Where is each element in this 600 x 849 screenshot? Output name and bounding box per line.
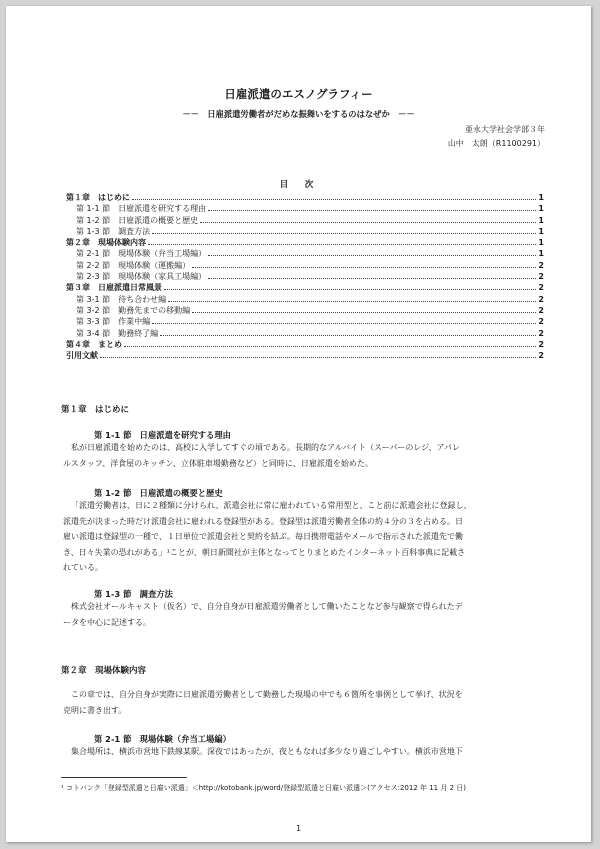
author-affiliation: 亜永大学社会学部３年 xyxy=(465,125,545,134)
toc-entry[interactable]: 第 1-2 節 日雇派遣の概要と歴史 1 xyxy=(76,215,544,225)
toc-entry[interactable]: 第 2-3 節 現場体験（家具工場編） 2 xyxy=(76,272,544,282)
toc-entry[interactable]: 第 3-4 節 勤務終了編 2 xyxy=(76,328,544,338)
section-2-1-paragraph: 集合場所は、横浜市営地下鉄線某駅。深夜ではあったが、夜ともなれば多少なり過ごしやすい。横浜市営地下 xyxy=(71,747,463,756)
document-page xyxy=(6,6,591,842)
toc-entry[interactable]: 第２章 現場体験内容 1 xyxy=(66,238,544,248)
toc-entry[interactable]: 第 1-3 節 調査方法 1 xyxy=(76,226,544,236)
section-1-3-heading: 第 1-3 節 調査方法 xyxy=(94,589,173,599)
toc-entry[interactable]: 第４章 まとめ 2 xyxy=(66,339,544,349)
section-1-1-heading: 第 1-1 節 日雇派遣を研究する理由 xyxy=(94,430,231,440)
document-title: 日雇派遣のエスノグラフィー xyxy=(224,87,373,101)
section-1-3-paragraph: 株式会社オールキャスト（仮名）で、自分自身が日雇派遣労働者として働いたことなど参与観察で得られたデ ータを中心に記述する。 xyxy=(63,602,463,627)
section-1-2-paragraph: 「派遣労働者は、日に２種類に分けられ、派遣会社に常に雇われている常用型と、こと前に派遣会社に登録し、 派遣先が決まった時だけ派遣会社に雇われる登録型がある。登録型は派遣労働者全体の約４分の３を占める。日 雇い派遣は登録型の一種で、１日単位で派遣会社と契約を結ぶ。毎日携帯電話やメールで指示された派遣先で働 き、日々失業の恐れがある」¹ことが、朝日新聞社が主体となってとりまとめたインターネット百科事典に記載さ れている。 xyxy=(63,501,472,573)
chapter-1-heading: 第１章 はじめに xyxy=(61,405,130,415)
toc-entry[interactable]: 第 3-2 節 勤務先までの移動編 2 xyxy=(76,305,544,315)
toc-entry[interactable]: 第 2-1 節 現場体験（弁当工場編） 1 xyxy=(76,249,544,259)
chapter-2-paragraph: この章では、自分自身が実際に日雇派遣労働者として勤務した現場の中でも６箇所を事例として挙げ、状況を 克明に書き出す。 xyxy=(63,690,463,715)
toc-entry[interactable]: 第 1-1 節 日雇派遣を研究する理由 1 xyxy=(76,204,544,214)
toc-entry[interactable]: 第 2-2 節 現場体験（運搬編） 2 xyxy=(76,260,544,270)
section-1-1-paragraph: 私が日雇派遣を始めたのは、高校に入学してすぐの頃である。長期的なアルバイト（スーパーのレジ、アパレ ルスタッフ、洋食屋のキッチン、立体駐車場勤務など）と同時に、日雇派遣を始めた。 xyxy=(63,443,460,468)
toc-entry[interactable]: 第 3-1 節 待ち合わせ編 2 xyxy=(76,294,544,304)
author-name: 山中 太朗（R1100291） xyxy=(447,139,545,148)
table-of-contents xyxy=(66,192,544,361)
toc-entry[interactable]: 引用文献 2 xyxy=(66,351,544,361)
toc-entry[interactable]: 第 3-3 節 作業中編 2 xyxy=(76,317,544,327)
page-number: 1 xyxy=(295,824,302,833)
chapter-2-heading: 第２章 現場体験内容 xyxy=(61,666,147,676)
toc-entry[interactable]: 第３章 日雇派遣日常風景 2 xyxy=(66,283,544,293)
footnote-separator xyxy=(61,777,187,778)
section-1-2-heading: 第 1-2 節 日雇派遣の概要と歴史 xyxy=(94,488,223,498)
toc-heading: 目 次 xyxy=(279,180,318,190)
section-2-1-heading: 第 2-1 節 現場体験（弁当工場編） xyxy=(94,734,231,744)
toc-entry[interactable]: 第１章 はじめに 1 xyxy=(66,193,544,202)
document-subtitle: －－ 日雇派遣労働者がだめな振舞いをするのはなぜか －－ xyxy=(182,109,415,119)
footnote: ¹ コトバンク「登録型派遣と日雇い派遣」＜http://kotobank.jp/word/登録型派遣と日雇い派遣＞(アクセス:2012 年 11 月 2 日) xyxy=(61,784,466,792)
